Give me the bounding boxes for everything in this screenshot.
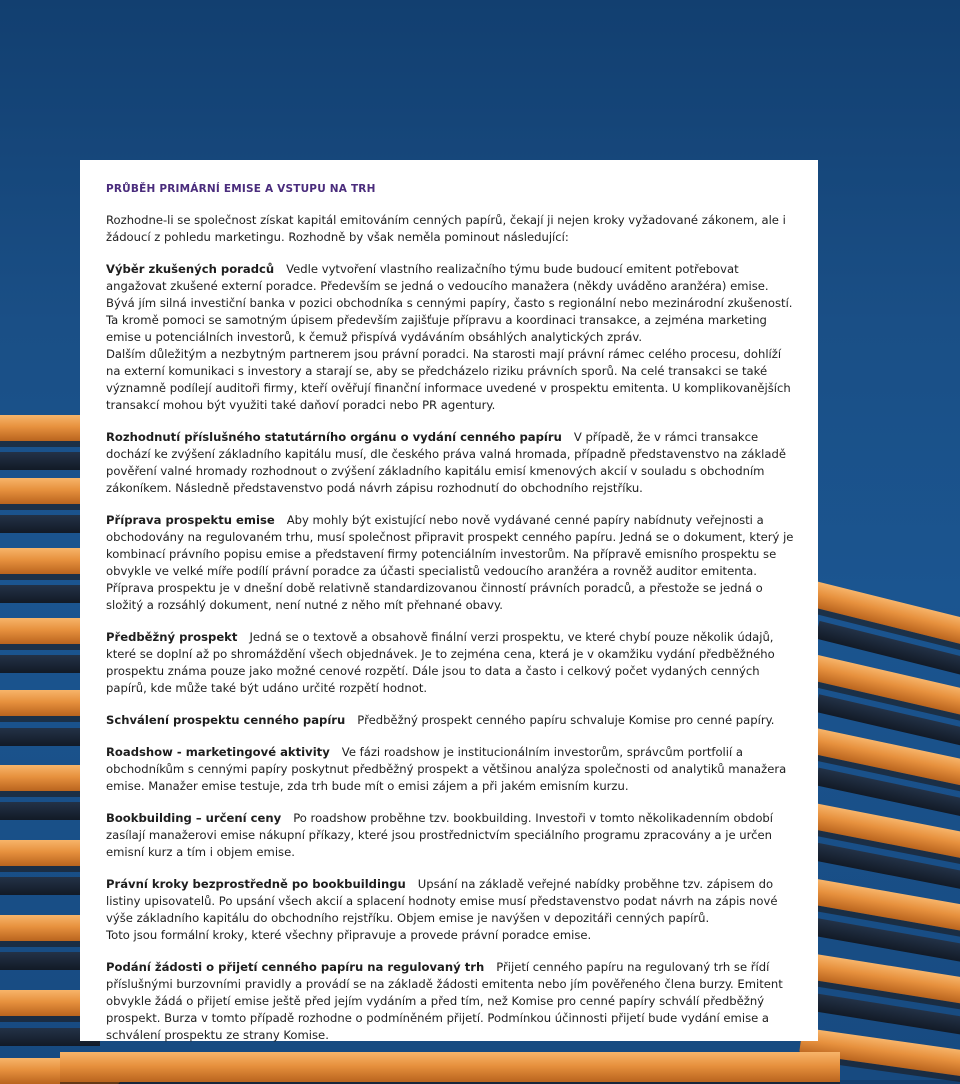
section-legal-steps	[106, 876, 796, 927]
section-advisors	[106, 261, 796, 346]
section-prospectus-preparation	[106, 512, 796, 614]
section-text: Jedná se o textově a obsahově finální verzi prospektu, ve které chybí pouze několik údajů, které se doplní až po shromáždění všech objednávek. Je to zejména cena, která je v okamžiku vydání předběžného prospektu známa pouze jako možné cenové rozpětí. Dále jsou to data a často i celkový počet vydaných cenných papírů, kde může také být udáno určité rozpětí hodnot.	[106, 630, 775, 695]
section-roadshow	[106, 744, 796, 795]
section-text: Přijetí cenného papíru na regulovaný trh se řídí příslušnými burzovními pravidly a provádí se na základě žádosti emitenta nebo jím pověřeného člena burzy. Emitent obvykle žádá o přijetí emise ještě před jejím vydáním a před tím, než Komise pro cenné papíry schválí předběžný prospekt. Burza v tomto případě rozhodne o podmíněném přijetí. Podmínkou účinnosti přijetí bude vydání emise a schválení prospektu ze strany Komise.	[106, 960, 783, 1042]
section-text: Předběžný prospekt cenného papíru schvaluje Komise pro cenné papíry.	[357, 713, 775, 727]
section-term: Příprava prospektu emise	[106, 513, 275, 527]
section-term: Schválení prospektu cenného papíru	[106, 713, 346, 727]
section-term: Rozhodnutí příslušného statutárního orgánu o vydání cenného papíru	[106, 430, 562, 444]
section-text: Po roadshow proběhne tzv. bookbuilding. Investoři v tomto několikadenním období zasílají manažerovi emise nákupní příkazy, které jsou prostřednictvím speciálního programu zpracovány a je určen emisní kurz a tím i objem emise.	[106, 811, 774, 859]
section-term: Podání žádosti o přijetí cenného papíru na regulovaný trh	[106, 960, 485, 974]
section-bookbuilding	[106, 810, 796, 861]
section-legal-steps-continued: Toto jsou formální kroky, které všechny připravuje a provede právní poradce emise.	[106, 928, 592, 942]
section-prospectus-approval	[106, 712, 796, 729]
section-market-admission	[106, 959, 796, 1044]
document-title: PRŮBĚH PRIMÁRNÍ EMISE A VSTUPU NA TRH	[106, 183, 376, 195]
section-text: V případě, že v rámci transakce dochází ke zvýšení základního kapitálu musí, dle českého práva valná hromada, případně představenstvo na základě pověření valné hromady rozhodnout o zvýšení základního kapitálu emisí kmenových akcií v souladu s obchodním zákoníkem. Následně představenstvo podá návrh zápisu rozhodnutí do obchodního rejstříku.	[106, 430, 786, 495]
section-text: Ve fázi roadshow je institucionálním investorům, správcům portfolií a obchodníkům s cennými papíry poskytnut předběžný prospekt a většinou analýza společnosti od analytiků manažera emise. Manažer emise testuje, zda trh bude mít o emisi zájem a při jakém emisním kurzu.	[106, 745, 787, 793]
document-page	[80, 160, 818, 1041]
section-term: Předběžný prospekt	[106, 630, 238, 644]
section-term: Výběr zkušených poradců	[106, 262, 275, 276]
section-term: Roadshow - marketingové aktivity	[106, 745, 330, 759]
section-board-decision	[106, 429, 796, 497]
section-advisors-continued: Dalším důležitým a nezbytným partnerem jsou právní poradci. Na starosti mají právní rámec celého procesu, dohlíží na externí komunikaci s investory a starají se, aby se předcházelo riziku právních sporů. Na celé transakci se také významně podílejí auditoři firmy, kteří ověřují finanční informace uvedené v prospektu emitenta. U komplikovanějších transakcí mohou být využiti také daňoví poradci nebo PR agentury.	[106, 347, 791, 412]
section-text: Aby mohly být existující nebo nově vydávané cenné papíry nabídnuty veřejnosti a obchodovány na regulovaném trhu, musí společnost připravit prospekt cenného papíru. Jedná se o dokument, který je kombinací právního popisu emise a představení firmy potenciálním investorům. Na přípravě emisního prospektu se obvykle ve velké míře podílí právní poradce za účasti specialistů vedoucího aranžéra a rovněž auditor emitenta. Příprava prospektu je v dnešní době relativně standardizovanou činností právních poradců, a přestože se jedná o složitý a rozsáhlý dokument, není nutné z něho mít přehnané obavy.	[106, 513, 794, 612]
section-preliminary-prospectus	[106, 629, 796, 697]
section-term: Bookbuilding – určení ceny	[106, 811, 282, 825]
section-text: Upsání na základě veřejné nabídky proběhne tzv. zápisem do listiny upisovatelů. Po upsání všech akcií a splacení hodnoty emise musí představenstvo podat návrh na zápis nové výše základního kapitálu do obchodního rejstříku. Objem emise je navýšen v depozitáři cenných papírů.	[106, 877, 778, 925]
intro-paragraph: Rozhodne-li se společnost získat kapitál emitováním cenných papírů, čekají ji nejen kroky vyžadované zákonem, ale i žádoucí z pohledu marketingu. Rozhodně by však neměla pominout následující:	[106, 213, 786, 244]
section-text: Vedle vytvoření vlastního realizačního týmu bude budoucí emitent potřebovat angažovat zkušené externí poradce. Především se jedná o vedoucího manažera (někdy uváděno aranžéra) emise. Bývá jím silná investiční banka v pozici obchodníka s cennými papíry, často s regionální nebo mezinárodní zkušeností. Ta kromě pomoci se samotným úpisem především zajišťuje přípravu a koordinaci transakce, a zejména marketing emise u potenciálních investorů, k čemuž přispívá vydáváním obsáhlých analytických zpráv.	[106, 262, 793, 344]
section-term: Právní kroky bezprostředně po bookbuildingu	[106, 877, 406, 891]
